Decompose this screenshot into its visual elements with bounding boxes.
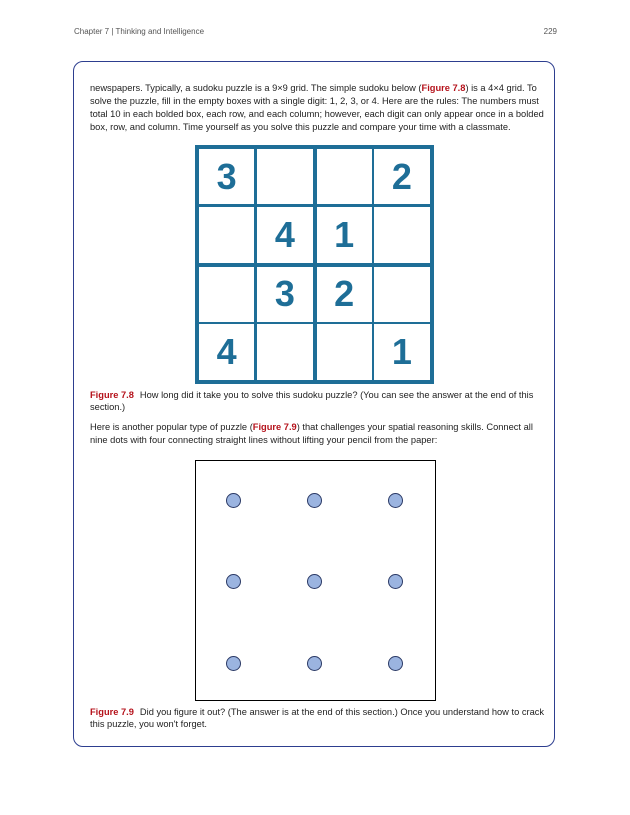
puzzle-intro-paragraph xyxy=(90,421,546,447)
dot xyxy=(226,493,241,508)
sudoku-cell xyxy=(373,265,431,323)
sudoku-cell xyxy=(256,323,314,381)
sudoku-cell xyxy=(315,323,373,381)
sudoku-cell: 4 xyxy=(256,206,314,264)
figure-7-8-link[interactable]: Figure 7.8 xyxy=(421,83,466,93)
sudoku-cell xyxy=(373,206,431,264)
sudoku-cell: 1 xyxy=(373,323,431,381)
sudoku-cell xyxy=(256,148,314,206)
sudoku-cell: 2 xyxy=(373,148,431,206)
chapter-header: Chapter 7 | Thinking and Intelligence xyxy=(74,27,205,36)
intro-text-1: newspapers. Typically, a sudoku puzzle is a 9×9 grid. The simple sudoku below ( xyxy=(90,83,422,93)
sudoku-grid xyxy=(195,145,434,384)
sudoku-cell: 3 xyxy=(198,148,256,206)
figure-7-9-label: Figure 7.9 xyxy=(90,707,134,717)
sudoku-cell: 3 xyxy=(256,265,314,323)
intro-text-2: ) is a 4×4 grid. To solve the puzzle, fill in the empty boxes with a single digit: 1, 2, 3, or 4. Here are the rules: The numbers must total 10 in each bolded box, each row, and each column; however, each digit can only appear once in a bolded box, row, and column. Time yourself as you solve this puzzle and compare your time with a classmate. xyxy=(90,83,544,132)
dot xyxy=(226,574,241,589)
dot xyxy=(307,493,322,508)
figure-7-8-label: Figure 7.8 xyxy=(90,390,134,400)
nine-dot-puzzle xyxy=(195,460,436,701)
dot xyxy=(388,493,403,508)
figure-7-9-caption xyxy=(90,706,546,730)
sudoku-cell xyxy=(198,265,256,323)
sudoku-cell xyxy=(198,206,256,264)
sudoku-cell: 2 xyxy=(315,265,373,323)
figure-7-8-text: How long did it take you to solve this sudoku puzzle? (You can see the answer at the end of this section.) xyxy=(90,390,534,412)
figure-7-8-caption xyxy=(90,389,546,413)
page-number: 229 xyxy=(543,27,557,36)
dot xyxy=(307,574,322,589)
sudoku-cell: 4 xyxy=(198,323,256,381)
intro-paragraph xyxy=(90,82,546,134)
figure-7-9-link[interactable]: Figure 7.9 xyxy=(252,422,297,432)
dot xyxy=(388,574,403,589)
puzzle-intro-text-1: Here is another popular type of puzzle ( xyxy=(90,422,253,432)
dot xyxy=(307,656,322,671)
dot xyxy=(226,656,241,671)
figure-7-9-text: Did you figure it out? (The answer is at the end of this section.) Once you understand how to crack this puzzle, you won't forget. xyxy=(90,707,545,729)
sudoku-cell: 1 xyxy=(315,206,373,264)
puzzle-intro-text-2: ) that challenges your spatial reasoning skills. Connect all nine dots with four connecting straight lines without lifting your pencil from the paper: xyxy=(90,422,533,445)
sudoku-cell xyxy=(315,148,373,206)
dot xyxy=(388,656,403,671)
